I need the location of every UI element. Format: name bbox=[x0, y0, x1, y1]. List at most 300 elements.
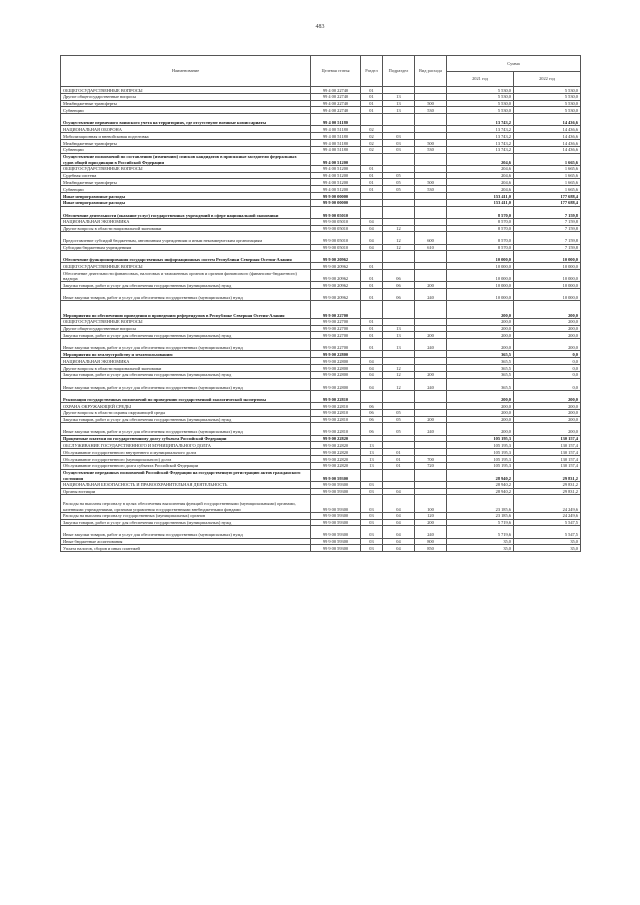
table-row bbox=[61, 423, 581, 435]
row-expense-type: 120 bbox=[415, 512, 447, 519]
row-section bbox=[361, 351, 383, 358]
row-target-code: 99 9 00 59300 bbox=[311, 545, 361, 552]
row-section: 01 bbox=[361, 289, 383, 301]
row-amount-2021: 105 195,3 bbox=[447, 442, 514, 449]
row-section: 03 bbox=[361, 495, 383, 512]
row-subsection bbox=[383, 469, 415, 481]
header-sum: Сумма bbox=[447, 56, 581, 72]
row-section bbox=[361, 435, 383, 442]
row-expense-type bbox=[415, 481, 447, 488]
row-expense-type bbox=[415, 165, 447, 172]
table-header-row bbox=[61, 56, 581, 72]
row-name: Межбюджетные трансферты bbox=[61, 100, 311, 107]
row-expense-type bbox=[415, 435, 447, 442]
row-amount-2022: 5 530,0 bbox=[514, 100, 581, 107]
row-amount-2022: 200,0 bbox=[514, 416, 581, 423]
row-name: Другие вопросы в области национальной экономики bbox=[61, 225, 311, 232]
row-amount-2021: 200,0 bbox=[447, 339, 514, 351]
row-section: 03 bbox=[361, 519, 383, 526]
row-subsection bbox=[383, 318, 415, 325]
row-subsection: 03 bbox=[383, 139, 415, 146]
row-target-code: 99 9 00 22820 bbox=[311, 435, 361, 442]
row-subsection: 12 bbox=[383, 371, 415, 378]
table-row bbox=[61, 318, 581, 325]
row-expense-type: 240 bbox=[415, 289, 447, 301]
table-row bbox=[61, 442, 581, 449]
row-amount-2022: 35,0 bbox=[514, 545, 581, 552]
table-row bbox=[61, 488, 581, 495]
row-amount-2021: 8 570,0 bbox=[447, 225, 514, 232]
row-amount-2022: 5 530,0 bbox=[514, 107, 581, 114]
table-row bbox=[61, 133, 581, 140]
row-subsection: 13 bbox=[383, 332, 415, 339]
row-amount-2021: 153 411,0 bbox=[447, 192, 514, 199]
row-expense-type: 600 bbox=[415, 232, 447, 244]
row-section: 04 bbox=[361, 378, 383, 390]
row-name: Иные закупки товаров, работ и услуг для обеспечения государственных (муниципальных) нужд bbox=[61, 423, 311, 435]
row-section: 06 bbox=[361, 416, 383, 423]
row-target-code: 99 9 00 22810 bbox=[311, 402, 361, 409]
row-section bbox=[361, 469, 383, 481]
row-amount-2022: 29 831,2 bbox=[514, 481, 581, 488]
row-name: Обеспечение деятельности (оказание услуг) государственных учреждений в сфере национальной экономики bbox=[61, 206, 311, 218]
row-section: 04 bbox=[361, 232, 383, 244]
table-row bbox=[61, 218, 581, 225]
row-amount-2022: 0,0 bbox=[514, 371, 581, 378]
row-target-code: 99 9 00 59300 bbox=[311, 495, 361, 512]
row-subsection bbox=[383, 206, 415, 218]
header-section: Раздел bbox=[361, 56, 383, 87]
row-subsection bbox=[383, 263, 415, 270]
row-expense-type bbox=[415, 488, 447, 495]
row-amount-2022: 200,0 bbox=[514, 423, 581, 435]
row-subsection: 06 bbox=[383, 270, 415, 282]
row-section bbox=[361, 301, 383, 318]
row-section: 03 bbox=[361, 512, 383, 519]
row-expense-type bbox=[415, 133, 447, 140]
row-amount-2021: 10 000,0 bbox=[447, 270, 514, 282]
row-section: 06 bbox=[361, 409, 383, 416]
row-amount-2022: 5 530,0 bbox=[514, 87, 581, 94]
row-amount-2021: 200,0 bbox=[447, 325, 514, 332]
row-name: Субвенции bbox=[61, 107, 311, 114]
row-amount-2021: 200,0 bbox=[447, 301, 514, 318]
row-expense-type bbox=[415, 351, 447, 358]
row-expense-type: 200 bbox=[415, 282, 447, 289]
row-name: Осуществление полномочий по составлению (изменению) списков кандидатов в присяжные заседатели федеральных судов общей юрисдикции в Российской Федерации bbox=[61, 153, 311, 165]
row-expense-type bbox=[415, 301, 447, 318]
row-subsection bbox=[383, 114, 415, 126]
row-expense-type bbox=[415, 114, 447, 126]
row-section: 01 bbox=[361, 332, 383, 339]
row-expense-type: 500 bbox=[415, 100, 447, 107]
row-amount-2022: 7 159,8 bbox=[514, 206, 581, 218]
row-target-code: 99 9 00 22800 bbox=[311, 371, 361, 378]
table-row bbox=[61, 402, 581, 409]
row-subsection: 12 bbox=[383, 225, 415, 232]
row-expense-type: 800 bbox=[415, 538, 447, 545]
row-amount-2022: 130 157,4 bbox=[514, 449, 581, 456]
row-expense-type bbox=[415, 251, 447, 263]
row-name: ОБСЛУЖИВАНИЕ ГОСУДАРСТВЕННОГО И МУНИЦИПАЛЬНОГО ДОЛГА bbox=[61, 442, 311, 449]
row-amount-2022: 5 547,5 bbox=[514, 519, 581, 526]
row-expense-type: 700 bbox=[415, 455, 447, 462]
table-row bbox=[61, 365, 581, 372]
row-section: 13 bbox=[361, 462, 383, 469]
row-name: Другие вопросы в области охраны окружающей среды bbox=[61, 409, 311, 416]
row-amount-2022: 130 157,4 bbox=[514, 435, 581, 442]
row-amount-2021: 35,0 bbox=[447, 545, 514, 552]
row-name: Обслуживание государственного внутреннего и муниципального долга bbox=[61, 449, 311, 456]
row-section: 01 bbox=[361, 263, 383, 270]
row-amount-2021: 23 185,6 bbox=[447, 512, 514, 519]
row-amount-2022: 14 436,6 bbox=[514, 114, 581, 126]
row-subsection: 03 bbox=[383, 133, 415, 140]
row-amount-2022: 14 436,6 bbox=[514, 146, 581, 153]
row-section: 04 bbox=[361, 371, 383, 378]
row-amount-2022: 0,0 bbox=[514, 378, 581, 390]
row-subsection bbox=[383, 358, 415, 365]
row-expense-type: 500 bbox=[415, 179, 447, 186]
row-section: 06 bbox=[361, 423, 383, 435]
row-name: Процентные платежи по государственному долгу субъекта Российской Федерации bbox=[61, 435, 311, 442]
table-row bbox=[61, 270, 581, 282]
row-expense-type bbox=[415, 225, 447, 232]
row-target-code: 99 4 00 22740 bbox=[311, 93, 361, 100]
row-expense-type: 240 bbox=[415, 526, 447, 538]
table-row bbox=[61, 199, 581, 206]
row-section: 13 bbox=[361, 442, 383, 449]
row-subsection bbox=[383, 126, 415, 133]
row-target-code: 99 9 00 22820 bbox=[311, 449, 361, 456]
row-name: Судебная система bbox=[61, 172, 311, 179]
row-name: Органы юстиции bbox=[61, 488, 311, 495]
row-amount-2021: 200,0 bbox=[447, 409, 514, 416]
row-target-code: 99 9 00 22700 bbox=[311, 301, 361, 318]
row-subsection: 04 bbox=[383, 495, 415, 512]
row-section: 01 bbox=[361, 179, 383, 186]
row-target-code: 99 9 00 22700 bbox=[311, 325, 361, 332]
row-target-code: 99 9 00 22700 bbox=[311, 318, 361, 325]
row-target-code: 99 9 00 22800 bbox=[311, 378, 361, 390]
budget-table bbox=[60, 55, 581, 552]
row-amount-2022: 10 000,0 bbox=[514, 270, 581, 282]
row-target-code: 99 9 00 22700 bbox=[311, 339, 361, 351]
row-subsection bbox=[383, 442, 415, 449]
row-target-code: 99 9 00 05010 bbox=[311, 232, 361, 244]
row-subsection: 04 bbox=[383, 488, 415, 495]
row-expense-type bbox=[415, 153, 447, 165]
row-subsection bbox=[383, 402, 415, 409]
header-code: Целевая статья bbox=[311, 56, 361, 87]
table-row bbox=[61, 512, 581, 519]
row-target-code: 99 9 00 20962 bbox=[311, 270, 361, 282]
table-row bbox=[61, 390, 581, 402]
row-name: Осуществление переданных полномочий Российской Федерации на государственную регистрацию актов гражданского состояния bbox=[61, 469, 311, 481]
row-expense-type bbox=[415, 172, 447, 179]
row-target-code: 99 9 00 00000 bbox=[311, 199, 361, 206]
row-name: НАЦИОНАЛЬНАЯ ЭКОНОМИКА bbox=[61, 358, 311, 365]
row-subsection bbox=[383, 199, 415, 206]
row-subsection bbox=[383, 481, 415, 488]
row-target-code: 99 4 00 22740 bbox=[311, 87, 361, 94]
row-expense-type: 200 bbox=[415, 519, 447, 526]
row-amount-2022: 200,0 bbox=[514, 325, 581, 332]
row-expense-type: 200 bbox=[415, 416, 447, 423]
row-name: Реализация государственных полномочий по проведению государственной экологической экспертизы bbox=[61, 390, 311, 402]
row-section: 13 bbox=[361, 455, 383, 462]
row-target-code: 99 4 00 51200 bbox=[311, 186, 361, 193]
row-amount-2022: 200,0 bbox=[514, 339, 581, 351]
row-target-code: 99 4 00 51180 bbox=[311, 114, 361, 126]
header-name: Наименование bbox=[61, 56, 311, 87]
row-amount-2022: 10 000,0 bbox=[514, 251, 581, 263]
row-subsection: 01 bbox=[383, 449, 415, 456]
row-amount-2021: 200,0 bbox=[447, 416, 514, 423]
row-target-code: 99 9 00 22820 bbox=[311, 462, 361, 469]
row-name: ОБЩЕГОСУДАРСТВЕННЫЕ ВОПРОСЫ bbox=[61, 165, 311, 172]
table-row bbox=[61, 339, 581, 351]
header-expense-type: Вид расхода bbox=[415, 56, 447, 87]
row-amount-2022: 24 249,6 bbox=[514, 495, 581, 512]
row-amount-2021: 35,0 bbox=[447, 538, 514, 545]
table-row bbox=[61, 114, 581, 126]
table-row bbox=[61, 232, 581, 244]
row-subsection: 13 bbox=[383, 325, 415, 332]
row-subsection: 13 bbox=[383, 100, 415, 107]
table-row bbox=[61, 455, 581, 462]
row-section: 01 bbox=[361, 165, 383, 172]
row-amount-2022: 5 547,5 bbox=[514, 526, 581, 538]
row-section: 01 bbox=[361, 282, 383, 289]
row-expense-type bbox=[415, 358, 447, 365]
row-section bbox=[361, 192, 383, 199]
row-amount-2022: 10 000,0 bbox=[514, 289, 581, 301]
row-target-code: 99 4 00 22740 bbox=[311, 100, 361, 107]
table-row bbox=[61, 371, 581, 378]
row-name: ОБЩЕГОСУДАРСТВЕННЫЕ ВОПРОСЫ bbox=[61, 87, 311, 94]
row-amount-2022: 10 000,0 bbox=[514, 263, 581, 270]
row-section: 04 bbox=[361, 218, 383, 225]
row-amount-2022: 7 159,8 bbox=[514, 218, 581, 225]
row-amount-2022: 130 157,4 bbox=[514, 462, 581, 469]
row-subsection bbox=[383, 251, 415, 263]
row-subsection: 05 bbox=[383, 179, 415, 186]
row-target-code: 99 9 00 05010 bbox=[311, 244, 361, 251]
row-target-code: 99 4 00 51200 bbox=[311, 172, 361, 179]
row-section bbox=[361, 390, 383, 402]
row-section: 04 bbox=[361, 365, 383, 372]
table-row bbox=[61, 449, 581, 456]
row-amount-2021: 200,0 bbox=[447, 332, 514, 339]
row-amount-2022: 0,0 bbox=[514, 358, 581, 365]
row-subsection: 06 bbox=[383, 282, 415, 289]
row-amount-2021: 365,5 bbox=[447, 351, 514, 358]
row-subsection bbox=[383, 218, 415, 225]
row-target-code: 99 9 00 00000 bbox=[311, 192, 361, 199]
row-target-code: 99 4 00 51180 bbox=[311, 126, 361, 133]
row-target-code: 99 9 00 22810 bbox=[311, 409, 361, 416]
row-section: 04 bbox=[361, 244, 383, 251]
row-target-code: 99 9 00 20962 bbox=[311, 282, 361, 289]
row-name: Мероприятия по землеустройству и землепользованию bbox=[61, 351, 311, 358]
row-amount-2021: 8 570,0 bbox=[447, 244, 514, 251]
row-amount-2022: 1 665,6 bbox=[514, 165, 581, 172]
row-amount-2021: 13 743,2 bbox=[447, 146, 514, 153]
table-row bbox=[61, 282, 581, 289]
row-amount-2021: 200,0 bbox=[447, 318, 514, 325]
row-amount-2022: 29 831,2 bbox=[514, 488, 581, 495]
table-body bbox=[61, 87, 581, 552]
row-amount-2022: 7 159,8 bbox=[514, 244, 581, 251]
row-target-code: 99 9 00 59300 bbox=[311, 469, 361, 481]
row-target-code: 99 9 00 05010 bbox=[311, 225, 361, 232]
row-expense-type bbox=[415, 365, 447, 372]
row-name: Иные непрограммные расходы bbox=[61, 192, 311, 199]
row-amount-2022: 130 157,4 bbox=[514, 455, 581, 462]
row-expense-type: 200 bbox=[415, 371, 447, 378]
row-expense-type bbox=[415, 206, 447, 218]
row-section: 01 bbox=[361, 186, 383, 193]
table-row bbox=[61, 186, 581, 193]
row-subsection: 05 bbox=[383, 172, 415, 179]
table-row bbox=[61, 93, 581, 100]
row-amount-2022: 14 436,6 bbox=[514, 139, 581, 146]
table-row bbox=[61, 519, 581, 526]
row-subsection bbox=[383, 435, 415, 442]
row-amount-2021: 105 195,3 bbox=[447, 435, 514, 442]
row-name: Иные закупки товаров, работ и услуг для обеспечения государственных (муниципальных) нужд bbox=[61, 526, 311, 538]
row-name: Мобилизационная и вневойсковая подготовка bbox=[61, 133, 311, 140]
row-expense-type bbox=[415, 442, 447, 449]
row-amount-2022: 200,0 bbox=[514, 318, 581, 325]
row-amount-2021: 204,6 bbox=[447, 153, 514, 165]
row-expense-type bbox=[415, 402, 447, 409]
row-amount-2021: 5 530,0 bbox=[447, 87, 514, 94]
row-target-code: 99 9 00 22800 bbox=[311, 351, 361, 358]
row-target-code: 99 9 00 59300 bbox=[311, 526, 361, 538]
row-target-code: 99 9 00 22700 bbox=[311, 332, 361, 339]
row-subsection bbox=[383, 153, 415, 165]
table-row bbox=[61, 462, 581, 469]
row-subsection: 01 bbox=[383, 455, 415, 462]
row-expense-type bbox=[415, 93, 447, 100]
row-name: Закупка товаров, работ и услуг для обеспечения государственных (муниципальных) нужд bbox=[61, 416, 311, 423]
row-name: Иные бюджетные ассигнования bbox=[61, 538, 311, 545]
table-row bbox=[61, 409, 581, 416]
row-amount-2021: 204,6 bbox=[447, 172, 514, 179]
row-name: ОБЩЕГОСУДАРСТВЕННЫЕ ВОПРОСЫ bbox=[61, 263, 311, 270]
row-name: НАЦИОНАЛЬНАЯ ЭКОНОМИКА bbox=[61, 218, 311, 225]
row-amount-2022: 1 665,6 bbox=[514, 186, 581, 193]
row-target-code: 99 4 00 51200 bbox=[311, 153, 361, 165]
row-name: Иные закупки товаров, работ и услуг для обеспечения государственных (муниципальных) нужд bbox=[61, 339, 311, 351]
row-target-code: 99 9 00 05010 bbox=[311, 218, 361, 225]
table-row bbox=[61, 172, 581, 179]
row-expense-type: 610 bbox=[415, 244, 447, 251]
row-section: 04 bbox=[361, 358, 383, 365]
row-expense-type bbox=[415, 270, 447, 282]
row-amount-2021: 365,5 bbox=[447, 378, 514, 390]
row-section bbox=[361, 114, 383, 126]
row-target-code: 99 4 00 51200 bbox=[311, 165, 361, 172]
row-subsection: 04 bbox=[383, 545, 415, 552]
row-target-code: 99 9 00 22810 bbox=[311, 390, 361, 402]
row-amount-2021: 13 743,2 bbox=[447, 139, 514, 146]
row-section: 03 bbox=[361, 488, 383, 495]
row-name: Предоставление субсидий бюджетным, автономным учреждениям и иным некоммерческим организациям bbox=[61, 232, 311, 244]
row-section: 01 bbox=[361, 100, 383, 107]
row-name: Межбюджетные трансферты bbox=[61, 179, 311, 186]
row-name: НАЦИОНАЛЬНАЯ ОБОРОНА bbox=[61, 126, 311, 133]
row-subsection: 06 bbox=[383, 289, 415, 301]
row-expense-type bbox=[415, 263, 447, 270]
table-row bbox=[61, 146, 581, 153]
row-target-code: 99 9 00 22810 bbox=[311, 423, 361, 435]
row-subsection: 05 bbox=[383, 409, 415, 416]
row-amount-2022: 0,0 bbox=[514, 365, 581, 372]
table-row bbox=[61, 332, 581, 339]
row-subsection: 13 bbox=[383, 93, 415, 100]
row-subsection bbox=[383, 351, 415, 358]
row-target-code: 99 9 00 59300 bbox=[311, 488, 361, 495]
row-amount-2021: 105 195,3 bbox=[447, 449, 514, 456]
row-subsection: 05 bbox=[383, 186, 415, 193]
row-amount-2022: 29 831,2 bbox=[514, 469, 581, 481]
row-name: Обслуживание государственного (муниципального) долга bbox=[61, 455, 311, 462]
row-subsection: 05 bbox=[383, 416, 415, 423]
row-name: Иные закупки товаров, работ и услуг для обеспечения государственных (муниципальных) нужд bbox=[61, 378, 311, 390]
row-expense-type bbox=[415, 469, 447, 481]
row-expense-type: 530 bbox=[415, 107, 447, 114]
row-name: Закупка товаров, работ и услуг для обеспечения государственных (муниципальных) нужд bbox=[61, 519, 311, 526]
row-subsection bbox=[383, 87, 415, 94]
row-section: 02 bbox=[361, 139, 383, 146]
row-section: 01 bbox=[361, 318, 383, 325]
row-amount-2022: 35,0 bbox=[514, 538, 581, 545]
table-row bbox=[61, 289, 581, 301]
row-target-code: 99 4 00 51180 bbox=[311, 133, 361, 140]
row-amount-2022: 7 159,8 bbox=[514, 225, 581, 232]
row-amount-2021: 204,6 bbox=[447, 179, 514, 186]
row-name: Осуществление первичного воинского учета на территориях, где отсутствуют военные комиссариаты bbox=[61, 114, 311, 126]
row-subsection: 03 bbox=[383, 146, 415, 153]
row-amount-2022: 1 665,6 bbox=[514, 172, 581, 179]
row-amount-2022: 7 159,8 bbox=[514, 232, 581, 244]
row-name: Другие вопросы в области национальной экономики bbox=[61, 365, 311, 372]
row-expense-type: 500 bbox=[415, 139, 447, 146]
row-name: Иные закупки товаров, работ и услуг для обеспечения государственных (муниципальных) нужд bbox=[61, 289, 311, 301]
row-name: Закупка товаров, работ и услуг для обеспечения государственных (муниципальных) нужд bbox=[61, 282, 311, 289]
row-name: ОБЩЕГОСУДАРСТВЕННЫЕ ВОПРОСЫ bbox=[61, 318, 311, 325]
row-amount-2021: 365,5 bbox=[447, 365, 514, 372]
row-target-code: 99 9 00 59300 bbox=[311, 512, 361, 519]
row-target-code: 99 9 00 22810 bbox=[311, 416, 361, 423]
row-expense-type bbox=[415, 199, 447, 206]
table-row bbox=[61, 495, 581, 512]
row-amount-2021: 200,0 bbox=[447, 423, 514, 435]
row-subsection: 04 bbox=[383, 519, 415, 526]
row-subsection: 05 bbox=[383, 423, 415, 435]
row-amount-2021: 28 940,2 bbox=[447, 469, 514, 481]
table-row bbox=[61, 179, 581, 186]
row-section: 03 bbox=[361, 545, 383, 552]
table-row bbox=[61, 378, 581, 390]
row-section bbox=[361, 251, 383, 263]
row-name: НАЦИОНАЛЬНАЯ БЕЗОПАСНОСТЬ И ПРАВООХРАНИТЕЛЬНАЯ ДЕЯТЕЛЬНОСТЬ bbox=[61, 481, 311, 488]
table-row bbox=[61, 107, 581, 114]
row-amount-2021: 10 000,0 bbox=[447, 263, 514, 270]
